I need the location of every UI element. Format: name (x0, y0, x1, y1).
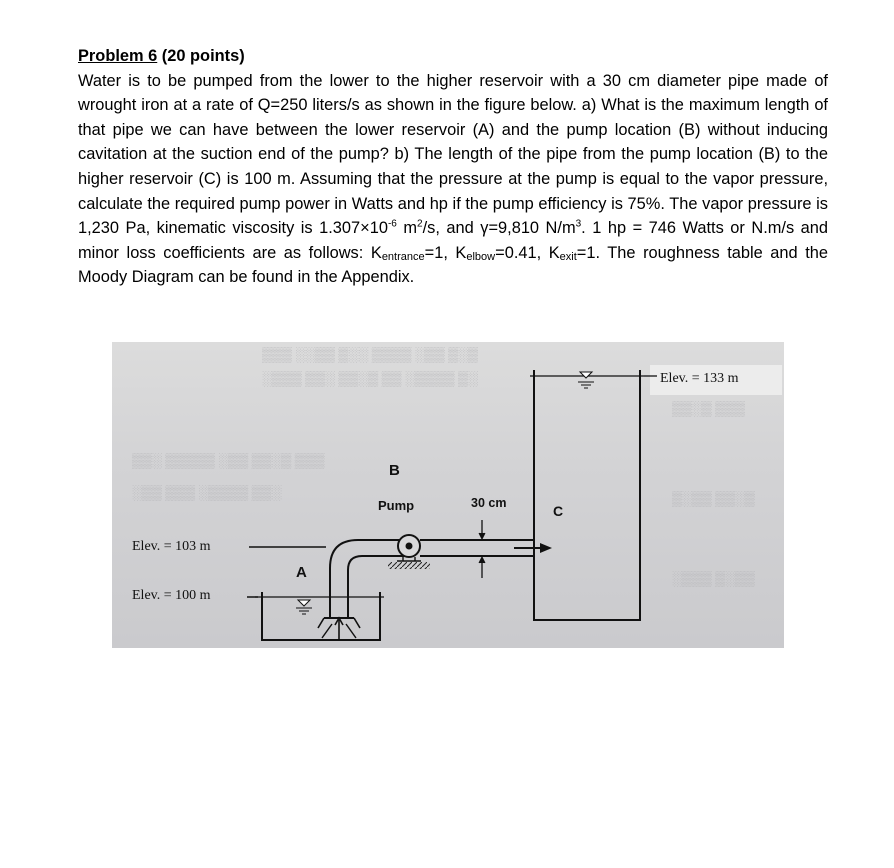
suction-pipe (318, 540, 412, 628)
bleed-through-texture: ▒▒▒ ░░▒▒ ▒░░ ▒▒▒▒ ░▒▒ ▒░▒ (262, 348, 478, 363)
body-text-1: Water is to be pumped from the lower to the higher reservoir with a 30 cm diameter pipe made of wrought iron at a rate of Q=250 liters/s as shown in the figure below. a) What is the maximum length of that pipe we can have between the lower reservoir (A) and the pump location (B) without inducing cavitation at the suction end of the pump? b) The length of the pipe from the pump location (B) to the higher reservoir (C) is 100 m. Assuming that the pressure at the pump is equal to the vapor pressure, calculate the required pump power in Watts and hp if the pump efficiency is 75%. The vapor pressure is 1,230 Pa, kinematic viscosity is 1.307×10 (78, 71, 828, 238)
water-level-symbol-c (578, 372, 594, 388)
exponent-2: 2 (417, 218, 423, 230)
body-text-2: m (396, 219, 418, 238)
problem-points: (20 points) (157, 47, 245, 65)
body-text-7: =1. The roughness table and the Moody Diagram can be found in the Appendix. (78, 243, 829, 287)
problem-heading (78, 44, 828, 69)
subscript-elbow: elbow (466, 250, 496, 263)
label-a: A (296, 564, 307, 581)
body-text-6: =0.41, K (495, 243, 560, 262)
pump-system-figure (112, 342, 784, 648)
bleed-through-texture: ░▒▒ ▒▒▒ ░▒▒▒▒ ▒▒░ (132, 486, 282, 501)
exponent-neg6: -6 (387, 218, 397, 230)
flow-arrows-intake (322, 618, 356, 640)
problem-body (78, 69, 828, 290)
body-text-4: . 1 hp = 746 Watts or N.m/s and minor loss coefficients are as follows: K (78, 219, 829, 262)
water-level-symbol-a (296, 600, 312, 614)
diameter-label: 30 cm (471, 496, 507, 510)
problem-statement (78, 44, 828, 290)
bleed-through-texture: ░▒▒▒ ▒░▒▒ (672, 572, 755, 587)
bleed-through-texture: ▒▒░▒ ▒▒▒ (672, 402, 745, 417)
lower-reservoir-a (255, 592, 384, 640)
subscript-entrance: entrance (381, 250, 425, 263)
subscript-exit: exit (559, 250, 577, 263)
bleed-through-texture: ▒▒░ ▒▒▒▒▒ ░▒▒ ▒▒░▒ ▒▒▒ (132, 454, 325, 469)
bleed-through-texture: ░▒▒▒ ▒▒░ ▒▒░▒ ▒▒ ░▒▒▒▒ ▒░ (262, 372, 478, 387)
body-text-5: =1, K (424, 243, 467, 262)
label-b: B (389, 462, 400, 479)
pipe-schematic (112, 342, 784, 648)
elevation-label-c: Elev. = 133 m (660, 371, 739, 386)
diameter-dimension (479, 520, 485, 578)
elevation-label-103: Elev. = 103 m (132, 539, 211, 554)
bleed-through-texture: ▒░▒▒ ▒▒░▒ (672, 492, 755, 507)
body-text-3: /s, and γ=9,810 N/m (422, 219, 576, 238)
upper-reservoir-c (530, 370, 657, 620)
label-c: C (553, 503, 564, 519)
exponent-3: 3 (575, 218, 582, 230)
pump-label: Pump (378, 498, 415, 513)
elevation-label-100: Elev. = 100 m (132, 588, 211, 603)
problem-title: Problem 6 (78, 47, 158, 65)
